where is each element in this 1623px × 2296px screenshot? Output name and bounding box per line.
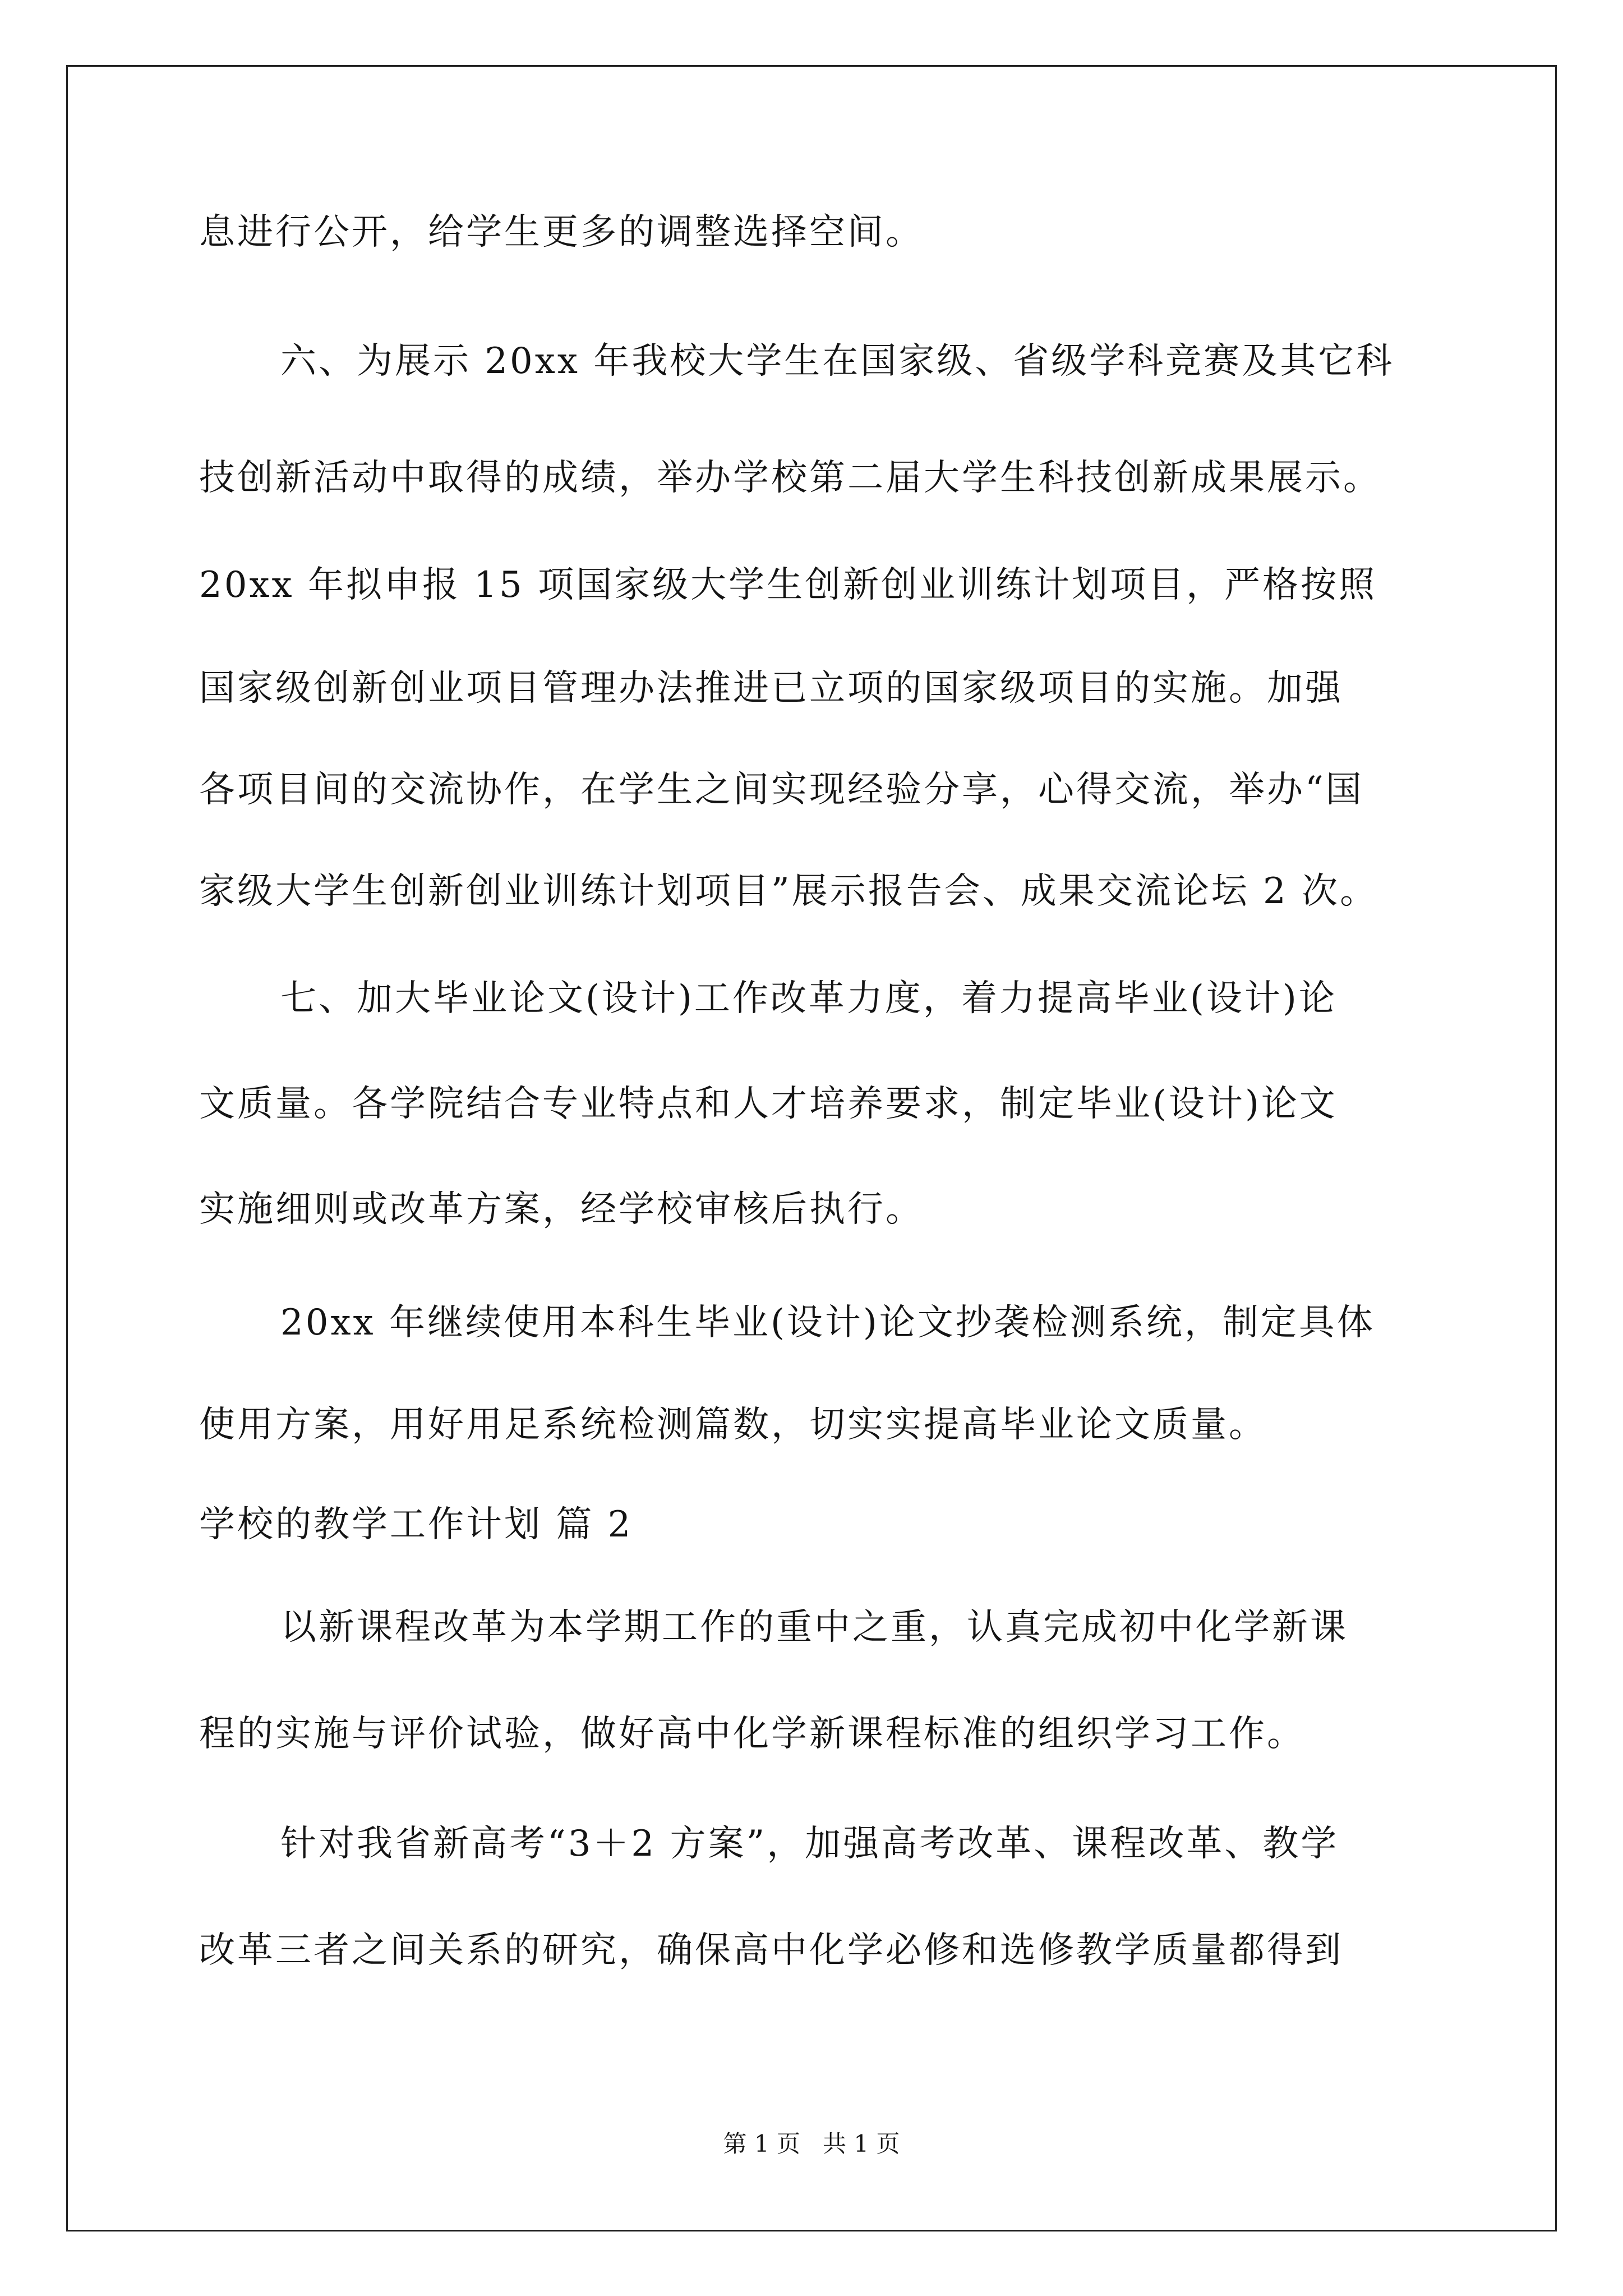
text-line-3: 技创新活动中取得的成绩，举办学校第二届大学生科技创新成果展示。 — [199, 457, 1381, 499]
text-line-6: 各项目间的交流协作，在学生之间实现经验分享，心得交流，举办“国 — [199, 769, 1364, 811]
text-line-1: 息进行公开，给学生更多的调整选择空间。 — [199, 211, 924, 253]
text-line-4: 20xx 年拟申报 15 项国家级大学生创新创业训练计划项目，严格按照 — [199, 564, 1377, 606]
text-line-9: 文质量。各学院结合专业特点和人才培养要求，制定毕业(设计)论文 — [199, 1083, 1338, 1125]
text-line-7: 家级大学生创新创业训练计划项目”展示报告会、成果交流论坛 2 次。 — [199, 871, 1378, 912]
text-line-8: 七、加大毕业论文(设计)工作改革力度，着力提高毕业(设计)论 — [280, 978, 1337, 1019]
section-heading: 学校的教学工作计划 篇 2 — [199, 1504, 633, 1545]
page-footer: 第 1 页 共 1 页 — [723, 2130, 900, 2157]
text-line-15: 针对我省新高考“3＋2 方案”，加强高考改革、课程改革、教学 — [280, 1823, 1339, 1865]
text-line-10: 实施细则或改革方案，经学校审核后执行。 — [199, 1189, 924, 1230]
text-line-13: 以新课程改革为本学期工作的重中之重，认真完成初中化学新课 — [280, 1607, 1348, 1648]
text-line-14: 程的实施与评价试验，做好高中化学新课程标准的组织学习工作。 — [199, 1713, 1305, 1755]
text-line-12: 使用方案，用好用足系统检测篇数，切实实提高毕业论文质量。 — [199, 1404, 1267, 1446]
text-line-11: 20xx 年继续使用本科生毕业(设计)论文抄袭检测系统，制定具体 — [280, 1302, 1375, 1343]
text-line-5: 国家级创新创业项目管理办法推进已立项的国家级项目的实施。加强 — [199, 668, 1343, 709]
text-line-16: 改革三者之间关系的研究，确保高中化学必修和选修教学质量都得到 — [199, 1930, 1343, 1971]
page-border — [66, 65, 1557, 2231]
text-line-2: 六、为展示 20xx 年我校大学生在国家级、省级学科竞赛及其它科 — [280, 341, 1395, 382]
